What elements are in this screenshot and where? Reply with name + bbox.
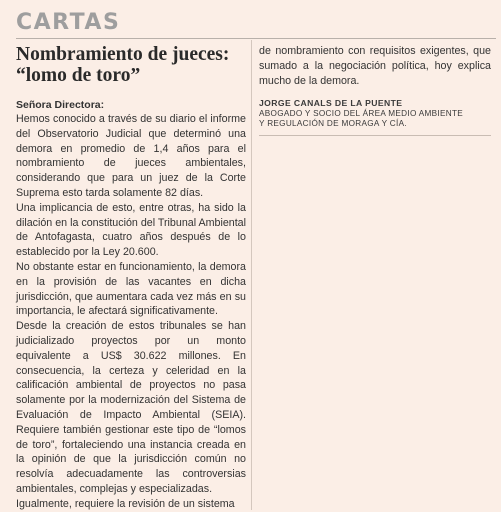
headline-line-2: “lomo de toro” [16, 65, 141, 86]
letter-body [16, 112, 246, 512]
signature-divider [259, 135, 491, 136]
salutation: Señora Directora: [16, 99, 105, 111]
paragraph: de nombramiento con requisitos exigentes, que sumado a la negociación política, hoy explica mucho de la demora. [259, 45, 491, 87]
letter-right-column [259, 44, 491, 136]
signature-name: JORGE CANALS DE LA PUENTE [259, 98, 403, 109]
section-title: CARTAS [16, 10, 121, 35]
column-divider [251, 40, 252, 510]
top-divider [16, 38, 496, 39]
signature-role-line-2: Y REGULACIÓN DE MORAGA Y CÍA. [259, 119, 407, 129]
paragraph: No obstante estar en funcionamiento, la demora en la provisión de las vacantes en dicha jurisdicción, que aumentara cada vez más en su importancia, le afectará significativamente. [16, 260, 246, 318]
signature-role-line-1: ABOGADO Y SOCIO DEL ÁREA MEDIO AMBIENTE [259, 109, 464, 119]
paragraph: Una implicancia de esto, entre otras, ha sido la dilación en la constitución del Tribunal Ambiental de Antofagasta, cuatro años después de lo establecido por la Ley 20.600. [16, 201, 246, 259]
paragraph: Desde la creación de estos tribunales se han judicializado proyectos por un monto equivalente a US$ 30.622 millones. En consecuencia, la certeza y celeridad en la calificación ambiental de proyectos no pasa solamente por la modernización del Sistema de Evaluación de Impacto Ambiental (SEIA). Requiere también gestionar este tipo de “lomos de toro”, fortaleciendo una instancia creada en la opinión de que la jurisdicción común no resolvía adecuadamente las controversias ambientales, complejas y especializadas. [16, 320, 246, 495]
paragraph: Igualmente, requiere la revisión de un sistema [16, 497, 235, 510]
letter-body-continued [259, 44, 491, 88]
paragraph: Hemos conocido a través de su diario el informe del Observatorio Judicial que determinó una demora en promedio de 1,4 años para el nombramiento de jueces ambientales, considerando que para un juez de la Corte Suprema esto tarda solamente 82 días. [16, 113, 246, 199]
headline-line-1: Nombramiento de jueces: [16, 44, 230, 65]
letter-left-column [16, 44, 246, 512]
letter-headline [16, 44, 246, 86]
